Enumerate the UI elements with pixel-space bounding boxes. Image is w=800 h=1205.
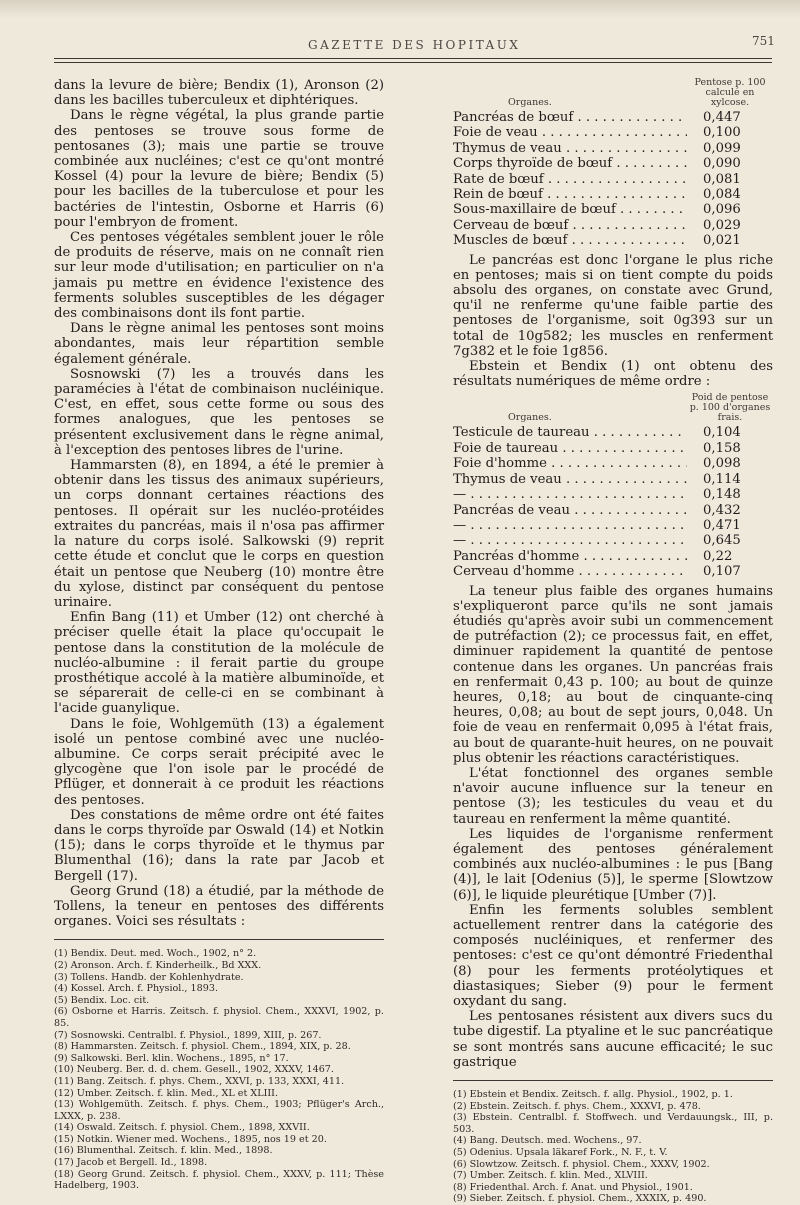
footnote: (1) Bendix. Deut. med. Woch., 1902, n° 2. [54, 948, 257, 960]
paragraph: dans la levure de bière; Bendix (1), Aronson (2) dans les bacilles tuberculeux et diphtériques. [54, 78, 384, 109]
organ-name: Pancréas de veau . . . [453, 503, 687, 518]
table-row [453, 202, 773, 217]
page-fold-shadow [0, 0, 800, 18]
table-row [453, 487, 773, 502]
footnote: (2) Aronson. Arch. f. Kinderheilk., Bd XXX. [54, 959, 262, 971]
organ-name: Cerveau d'homme . . . [453, 564, 687, 579]
table-row [453, 110, 773, 125]
footnote: (6) Slowtzow. Zeitsch. f. physiol. Chem., XXXV, 1902. [453, 1158, 710, 1170]
table1-organ-header: Organes. [508, 97, 552, 108]
table-row [453, 564, 773, 579]
pentose-value: 0,471 [703, 517, 741, 533]
pentose-value: 0,029 [703, 217, 741, 233]
table-row [453, 156, 773, 171]
footnote: (4) Kossel. Arch. f. Physiol., 1893. [54, 983, 218, 995]
organ-name: — . . . [453, 518, 687, 533]
footnote: (8) Friedenthal. Arch. f. Anat. und Physiol., 1901. [453, 1181, 693, 1193]
table1-value-header: Pentose p. 100 calculé en xylcose. [694, 77, 766, 108]
footnote-rule [453, 1080, 773, 1081]
paragraph: Ebstein et Bendix (1) ont obtenu des résultats numériques de même ordre : [453, 359, 773, 390]
footnote: (2) Ebstein. Zeitsch. f. phys. Chem., XXXVI, p. 478. [453, 1100, 701, 1112]
paragraph: Sosnowski (7) les a trouvés dans les paramécies à l'état de combinaison nucléinique. C'est, en effet, sous cette forme ou sous des formes analogues, que les pentoses se présentent exclusivement dans le règne animal, à l'exception des pentoses libres de l'urine. [54, 366, 384, 458]
pentose-value: 0,084 [703, 187, 741, 203]
organ-name: Thymus de veau . . . [453, 472, 687, 487]
page-number: 751 [752, 34, 775, 48]
pentose-table-grund [453, 78, 773, 249]
footnote: (10) Neuberg. Ber. d. d. chem. Gesell., 1902, XXXV, 1467. [54, 1064, 334, 1076]
footnote: (9) Salkowski. Berl. klin. Wochens., 1895, n° 17. [54, 1052, 289, 1064]
pentose-value: 0,107 [703, 564, 741, 580]
organ-name: Foie de taureau . . . [453, 441, 687, 456]
pentose-value: 0,432 [703, 502, 741, 518]
footnote: (1) Ebstein et Bendix. Zeitsch. f. allg. Physiol., 1902, p. 1. [453, 1089, 733, 1101]
paragraph: Les pentosanes résistent aux divers sucs du tube digestif. La ptyaline et le suc pancréatique se sont montrés sans aucune efficacité; le suc gastrique [453, 1009, 773, 1070]
pentose-value: 0,447 [703, 110, 741, 125]
table2-value-header: Poid de pentose p. 100 d'organes frais. [689, 392, 771, 424]
footnote: (15) Notkin. Wiener med. Wochens., 1895, nos 19 et 20. [54, 1133, 327, 1145]
pentose-value: 0,114 [703, 471, 741, 487]
left-body-text [54, 78, 384, 929]
organ-name: Corps thyroïde de bœuf . . . [453, 156, 687, 171]
paragraph: Georg Grund (18) a étudié, par la méthode de Tollens, la teneur en pentoses des différents organes. Voici ses résultats : [54, 883, 384, 930]
footnote: (5) Bendix. Loc. cit. [54, 994, 150, 1006]
pentose-value: 0,645 [703, 533, 741, 549]
pentose-value: 0,090 [703, 156, 741, 172]
organ-name: Foie de veau . . . [453, 125, 687, 140]
pentose-value: 0,081 [703, 171, 741, 187]
table-row [453, 456, 773, 471]
pentose-value: 0,100 [703, 125, 741, 141]
organ-name: Sous-maxillaire de bœuf . . . [453, 202, 687, 217]
organ-name: Cerveau de bœuf . . . [453, 218, 687, 233]
footnote-rule [54, 939, 384, 940]
pentose-value: 0,158 [703, 440, 741, 456]
table-row [453, 425, 773, 440]
paragraph: Dans le foie, Wohlgemüth (13) a également isolé un pentose combiné avec une nucléo-albumine. Ce corps serait précipité avec le glycogène que l'on isole par le procédé de Pflüger, et donnerait à ce produit les réactions des pentoses. [54, 716, 384, 808]
paragraph: Dans le règne animal les pentoses sont moins abondantes, mais leur répartition semble également générale. [54, 321, 384, 367]
footnote: (18) Georg Grund. Zeitsch. f. physiol. Chem., XXXV, p. 111; Thèse Hadelberg, 1903. [54, 1168, 384, 1192]
pentose-value: 0,22 [703, 548, 733, 564]
footnote: (12) Umber. Zeitsch. f. klin. Med., XL et XLIII. [54, 1087, 278, 1099]
organ-name: Pancréas de bœuf . . . [453, 110, 687, 125]
paragraph: Des constations de même ordre ont été faites dans le corps thyroïde par Oswald (14) et Notkin (15); dans le corps thyroïde et le thymus par Blumenthal (16); dans la rate par Jacob et Bergell (17). [54, 807, 384, 884]
footnote: (5) Odenius. Upsala läkaref Fork., N. F., t. V. [453, 1147, 668, 1159]
paragraph: Enfin les ferments solubles semblent actuellement rentrer dans la catégorie des composés nucléiniques, et renfermer des pentoses: c'est ce qu'ont démontré Friedenthal (8) pour les ferments protéolytiques et diastasiques; Sieber (9) pour le ferment oxydant du sang. [453, 902, 773, 1010]
paragraph: La teneur plus faible des organes humains s'expliqueront parce qu'ils ne sont jamais étudiés qu'après avoir subi un commencement de putréfaction (2); ce processus fait, en effet, diminuer rapidement la quantité de pentose contenue dans les organes. Un pancréas frais en renfermait 0,43 p. 100; au bout de quinze heures, 0,18; au bout de cinquante-cinq heures, 0,08; au bout de sept jours, 0,048. Un foie de veau en renfermait 0,095 à l'état frais, au bout de quarante-huit heures, on ne pouvait plus obtenir les réactions caractéristiques. [453, 583, 773, 766]
table-row [453, 441, 773, 456]
paragraph: Le pancréas est donc l'organe le plus riche en pentoses; mais si on tient compte du poids absolu des organes, on constate avec Grund, qu'il ne renferme qu'une faible partie des pentoses de l'organisme, soit 0g393 sur un total de 10g582; les muscles en renferment 7g382 et le foie 1g856. [453, 252, 773, 359]
table-row [453, 549, 773, 564]
right-body-text [453, 584, 773, 1071]
paragraph: Ces pentoses végétales semblent jouer le rôle de produits de réserve, mais on ne connaît rien sur leur mode d'utilisation; en particulier on n'a jamais pu mettre en évidence l'existence des ferments solubles susceptibles de les dégager des combinaisons dont ils font partie. [54, 230, 384, 322]
header-rule-double [54, 62, 772, 63]
footnote: (3) Tollens. Handb. der Kohlenhydrate. [54, 971, 244, 983]
organ-name: — . . . [453, 487, 687, 502]
organ-name: Rein de bœuf . . . [453, 187, 687, 202]
paragraph: Les liquides de l'organisme renferment également des pentoses généralement combinés aux nucléo-albumines : le pus [Bang (4)], le lait [Odenius (5)], le sperme [Slowtzow (6)], le liquide pleurétique [Umber (7)]. [453, 826, 773, 903]
pentose-value: 0,098 [703, 456, 741, 472]
header-rule [54, 58, 772, 59]
organ-name: Rate de bœuf . . . [453, 172, 687, 187]
paragraph: Hammarsten (8), en 1894, a été le premier à obtenir dans les tissus des animaux supérieurs, un corps donnant certaines réactions des pentoses. Il opérait sur les nucléo-protéides extraites du pancréas, mais il n'osa pas affirmer la nature du corps isolé. Salkowski (9) reprit cette étude et conclut que le corps en question était un pentose que Neuberg (10) montre être du xylose, distinct par conséquent du pentose urinaire. [54, 458, 384, 610]
pentose-value: 0,096 [703, 202, 741, 218]
table-row [453, 533, 773, 548]
table-row [453, 503, 773, 518]
footnote: (7) Sosnowski. Centralbl. f. Physiol., 1899, XIII, p. 267. [54, 1029, 322, 1041]
footnote: (8) Hammarsten. Zeitsch. f. physiol. Chem., 1894, XIX, p. 28. [54, 1041, 351, 1053]
pentose-table-ebstein [453, 393, 773, 579]
footnote: (13) Wohlgemüth. Zeitsch. f. phys. Chem., 1903; Pflüger's Arch., LXXX, p. 238. [54, 1099, 384, 1122]
footnote: (11) Bang. Zeitsch. f. phys. Chem., XXVI, p. 133, XXXI, 411. [54, 1075, 345, 1087]
paragraph: Enfin Bang (11) et Umber (12) ont cherché à préciser quelle était la place qu'occupait le pentose dans la constitution de la molécule de nucléo-albumine : il ferait partie du groupe prosthétique accolé à la matière albuminoïde, et se séparerait de celle-ci en se combinant à l'acide guanylique. [54, 610, 384, 717]
organ-name: Thymus de veau . . . [453, 141, 687, 156]
organ-name: Muscles de bœuf . . . [453, 233, 687, 248]
table-row [453, 125, 773, 140]
organ-name: — . . . [453, 533, 687, 548]
footnote: (9) Sieber. Zeitsch. f. physiol. Chem., XXXIX, p. 490. [453, 1193, 707, 1205]
footnote: (6) Osborne et Harris. Zeitsch. f. physiol. Chem., XXXVI, 1902, p. 85. [54, 1006, 384, 1029]
organ-name: Testicule de taureau . . . [453, 425, 687, 440]
running-title: GAZETTE DES HOPITAUX [308, 38, 521, 52]
footnote: (17) Jacob et Bergell. Id., 1898. [54, 1157, 208, 1169]
footnote: (7) Umber. Zeitsch. f. klin. Med., XLVIII. [453, 1170, 648, 1182]
left-column [54, 78, 384, 1192]
paragraph: L'état fonctionnel des organes semble n'avoir aucune influence sur la teneur en pentose (3); les testicules du veau et du taureau en renferment la même quantité. [453, 765, 773, 827]
organ-name: Foie d'homme . . . [453, 456, 687, 471]
table-row [453, 472, 773, 487]
footnote: (3) Ebstein. Centralbl. f. Stoffwech. und Verdauungsk., III, p. 503. [453, 1112, 773, 1135]
paragraph: Dans le règne végétal, la plus grande partie des pentoses se trouve sous forme de pentosanes (3); mais une partie se trouve combinée aux nucléines; c'est ce qu'ont montré Kossel (4) pour la levure de bière; Bendix (5) pour les bacilles de la tuberculose et pour les bactéries de l'intestin, Osborne et Harris (6) pour l'embryon de froment. [54, 108, 384, 230]
table-row [453, 172, 773, 187]
pentose-value: 0,021 [703, 233, 741, 249]
table-row [453, 218, 773, 233]
table-row [453, 233, 773, 248]
right-footnotes [453, 1089, 773, 1205]
left-footnotes [54, 948, 384, 1191]
table-row [453, 187, 773, 202]
pentose-value: 0,148 [703, 487, 741, 503]
organ-name: Pancréas d'homme . . . [453, 549, 687, 564]
pentose-value: 0,099 [703, 140, 741, 156]
table2-organ-header: Organes. [508, 412, 552, 424]
footnote: (16) Blumenthal. Zeitsch. f. klin. Med., 1898. [54, 1145, 273, 1157]
footnote: (14) Oswald. Zeitsch. f. physiol. Chem., 1898, XXVII. [54, 1122, 310, 1134]
pentose-value: 0,104 [703, 425, 741, 441]
table-row [453, 518, 773, 533]
footnote: (4) Bang. Deutsch. med. Wochens., 97. [453, 1135, 642, 1147]
table-row [453, 141, 773, 156]
right-column [453, 78, 773, 1205]
